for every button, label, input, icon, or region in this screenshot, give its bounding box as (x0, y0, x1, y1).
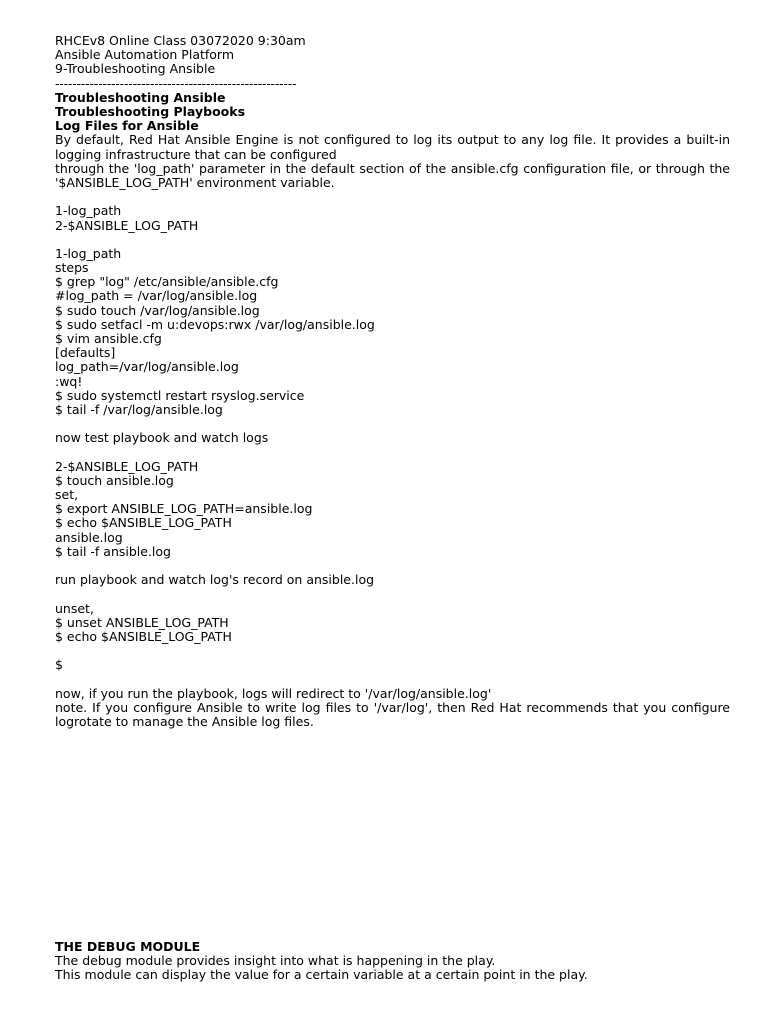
unset-step: $ unset ANSIBLE_LOG_PATH (55, 614, 229, 630)
option-env-var: 2-$ANSIBLE_LOG_PATH (55, 217, 199, 233)
section1-step: :wq! (55, 373, 83, 389)
unset-step: unset, (55, 600, 94, 616)
debug-module-section (55, 940, 730, 983)
section1-step: $ tail -f /var/log/ansible.log (55, 401, 223, 417)
section2-step: $ export ANSIBLE_LOG_PATH=ansible.log (55, 501, 313, 517)
spacer (55, 233, 730, 247)
section1-step: steps (55, 260, 89, 276)
spacer (55, 644, 730, 658)
section1-step: log_path=/var/log/ansible.log (55, 359, 239, 375)
closing-redirect-line: now, if you run the playbook, logs will redirect to '/var/log/ansible.log' (55, 685, 492, 701)
option-log-path: 1-log_path (55, 203, 122, 219)
debug-module-heading: THE DEBUG MODULE (55, 939, 201, 954)
section1-step: $ grep "log" /etc/ansible/ansible.cfg (55, 274, 279, 290)
header-topic-line: 9-Troubleshooting Ansible (55, 61, 216, 77)
section2-step: set, (55, 487, 79, 503)
section1-step: #log_path = /var/log/ansible.log (55, 288, 258, 304)
debug-module-line-1: The debug module provides insight into what is happening in the play. (55, 953, 496, 969)
heading-troubleshooting-ansible: Troubleshooting Ansible (55, 89, 226, 105)
section1-title: 1-log_path (55, 245, 122, 261)
section2-note: run playbook and watch log's record on ansible.log (55, 572, 375, 588)
heading-troubleshooting-playbooks: Troubleshooting Playbooks (55, 103, 246, 119)
section2-step: $ echo $ANSIBLE_LOG_PATH (55, 515, 232, 531)
unset-step: $ echo $ANSIBLE_LOG_PATH (55, 628, 232, 644)
header-platform-line: Ansible Automation Platform (55, 47, 235, 63)
spacer (55, 559, 730, 573)
heading-log-files: Log Files for Ansible (55, 118, 199, 134)
section2-step: ansible.log (55, 529, 123, 545)
spacer (55, 190, 730, 204)
section1-note: now test playbook and watch logs (55, 430, 269, 446)
spacer (55, 673, 730, 687)
spacer (55, 587, 730, 601)
spacer (55, 417, 730, 431)
section2-title: 2-$ANSIBLE_LOG_PATH (55, 458, 199, 474)
section2-step: $ touch ansible.log (55, 472, 174, 488)
section1-step: $ sudo touch /var/log/ansible.log (55, 302, 260, 318)
section2-step: $ tail -f ansible.log (55, 543, 171, 559)
section1-step: $ sudo systemctl restart rsyslog.service (55, 387, 305, 403)
section1-step: [defaults] (55, 345, 116, 361)
closing-logrotate-note: note. If you configure Ansible to write log files to '/var/log', then Red Hat recommends that you configure logrotate to manage the Ansible log files. (55, 699, 730, 730)
section1-step: $ vim ansible.cfg (55, 331, 162, 346)
intro-paragraph-2: through the 'log_path' parameter in the default section of the ansible.cfg configuration file, or through the '$ANSIBLE_LOG_PATH' environment variable. (55, 160, 730, 190)
header-class-line: RHCEv8 Online Class 03072020 9:30am (55, 33, 306, 48)
intro-paragraph-1: By default, Red Hat Ansible Engine is not configured to log its output to any log file. It provides a built-in logging infrastructure that can be configured (55, 132, 730, 162)
shell-prompt: $ (55, 657, 63, 673)
section1-step: $ sudo setfacl -m u:devops:rwx /var/log/ansible.log (55, 316, 375, 332)
header-divider: -------------------------------------------------------- (55, 75, 297, 91)
spacer (55, 446, 730, 460)
document-content (55, 34, 730, 729)
debug-module-line-2: This module can display the value for a certain variable at a certain point in the play. (55, 967, 588, 983)
